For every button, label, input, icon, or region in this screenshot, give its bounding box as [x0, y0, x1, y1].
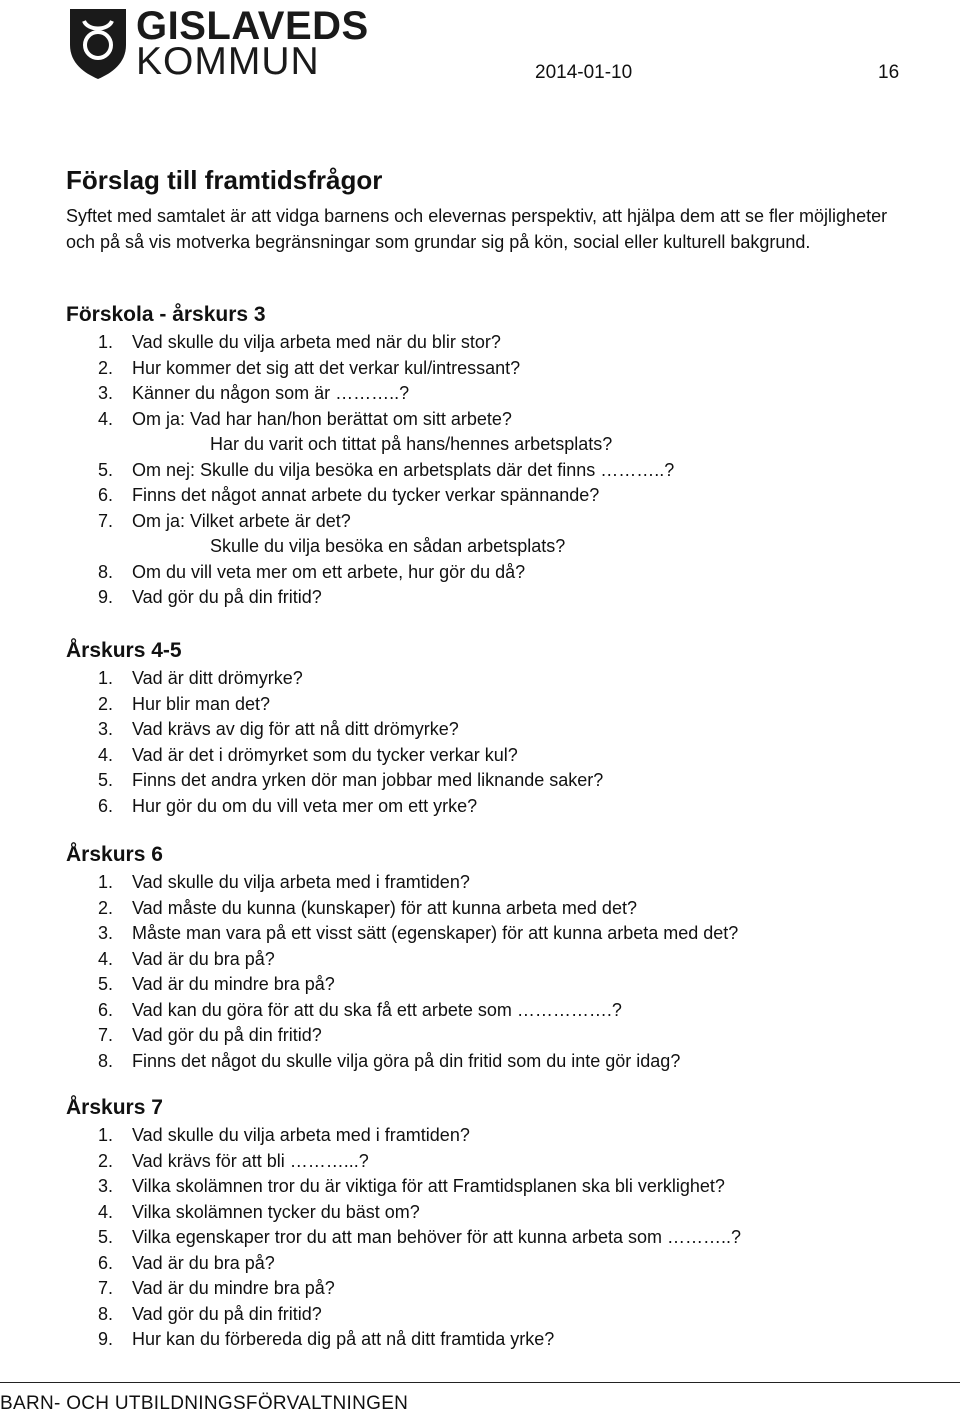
list-item: 4. Om ja: Vad har han/hon berättat om sitt arbete? — [98, 408, 512, 429]
list-item: 8. Vad gör du på din fritid? — [98, 1303, 322, 1324]
list-item: 2. Hur blir man det? — [98, 693, 271, 714]
logo-wordmark — [136, 3, 369, 83]
municipality-emblem-icon — [66, 5, 130, 81]
list-item: 3. Måste man vara på ett visst sätt (egenskaper) för att kunna arbeta med det? — [98, 923, 739, 943]
list-item: 5. Om nej: Skulle du vilja besöka en arbetsplats där det finns ………..? — [98, 459, 675, 480]
list-item: 6. Vad är du bra på? — [98, 1252, 275, 1273]
page-number: 16 — [878, 62, 900, 83]
section-arskurs-6 — [66, 840, 926, 1074]
list-item: 1. Vad är ditt drömyrke? — [98, 668, 303, 688]
document-date: 2014-01-10 — [535, 62, 633, 83]
section-arskurs-7 — [66, 1093, 926, 1353]
list-item: 6. Hur gör du om du vill veta mer om ett yrke? — [98, 795, 478, 816]
section-forskola-arskurs-3 — [66, 300, 926, 611]
list-item-continuation: Skulle du vilja besöka en sådan arbetsplats? — [210, 536, 566, 556]
intro-paragraph: Syftet med samtalet är att vidga barnens och elevernas perspektiv, att hjälpa dem att se fler möjligheter och på så vis motverka begränsningar som grundar sig på kön, social eller kulturell bakgrund. — [66, 206, 888, 252]
page-title: Förslag till framtidsfrågor — [66, 165, 383, 195]
list-item: 2. Hur kommer det sig att det verkar kul/intressant? — [98, 357, 521, 378]
list-item: 4. Vad är du bra på? — [98, 948, 275, 969]
list-item: 7. Vad är du mindre bra på? — [98, 1278, 335, 1298]
list-item: 3. Vilka skolämnen tror du är viktiga för att Framtidsplanen ska bli verklighet? — [98, 1176, 725, 1196]
footer-department: BARN- OCH UTBILDNINGSFÖRVALTNINGEN — [0, 1393, 409, 1414]
list-item: 6. Vad kan du göra för att du ska få ett arbete som …………….? — [98, 999, 622, 1020]
question-list — [66, 330, 926, 611]
list-item: 6. Finns det något annat arbete du tycker verkar spännande? — [98, 485, 600, 505]
question-list — [66, 666, 926, 819]
list-item: 3. Känner du någon som är ………..? — [98, 383, 410, 403]
list-item: 7. Om ja: Vilket arbete är det? — [98, 510, 351, 531]
list-item: 3. Vad krävs av dig för att nå ditt drömyrke? — [98, 719, 459, 739]
list-item: 1. Vad skulle du vilja arbeta med i framtiden? — [98, 872, 470, 892]
list-item: 5. Finns det andra yrken dör man jobbar med liknande saker? — [98, 770, 604, 790]
question-list — [66, 870, 926, 1074]
list-item-continuation: Har du varit och tittat på hans/hennes arbetsplats? — [210, 434, 613, 454]
list-item: 2. Vad krävs för att bli ………...? — [98, 1150, 369, 1171]
list-item: 2. Vad måste du kunna (kunskaper) för att kunna arbeta med det? — [98, 897, 637, 918]
section-heading: Förskola - årskurs 3 — [66, 303, 266, 326]
list-item: 5. Vad är du mindre bra på? — [98, 974, 335, 994]
list-item: 9. Vad gör du på din fritid? — [98, 587, 322, 607]
list-item: 1. Vad skulle du vilja arbeta med i framtiden? — [98, 1125, 470, 1145]
section-arskurs-4-5 — [66, 636, 926, 819]
list-item: 8. Finns det något du skulle vilja göra på din fritid som du inte gör idag? — [98, 1050, 681, 1071]
list-item: 4. Vad är det i drömyrket som du tycker verkar kul? — [98, 744, 518, 765]
list-item: 7. Vad gör du på din fritid? — [98, 1025, 322, 1045]
section-heading: Årskurs 6 — [66, 843, 163, 866]
footer-divider — [0, 1382, 960, 1383]
section-heading: Årskurs 4-5 — [66, 639, 182, 662]
list-item: 4. Vilka skolämnen tycker du bäst om? — [98, 1201, 420, 1222]
list-item: 9. Hur kan du förbereda dig på att nå ditt framtida yrke? — [98, 1329, 555, 1349]
list-item: 5. Vilka egenskaper tror du att man behöver för att kunna arbeta som ………..? — [98, 1227, 741, 1247]
list-item: 8. Om du vill veta mer om ett arbete, hur gör du då? — [98, 561, 526, 582]
section-heading: Årskurs 7 — [66, 1096, 163, 1119]
list-item: 1. Vad skulle du vilja arbeta med när du blir stor? — [98, 332, 501, 352]
logo-line-1: GISLAVEDS — [136, 3, 369, 48]
question-list — [66, 1123, 926, 1353]
logo — [66, 5, 369, 81]
logo-line-2: KOMMUN — [136, 39, 320, 83]
